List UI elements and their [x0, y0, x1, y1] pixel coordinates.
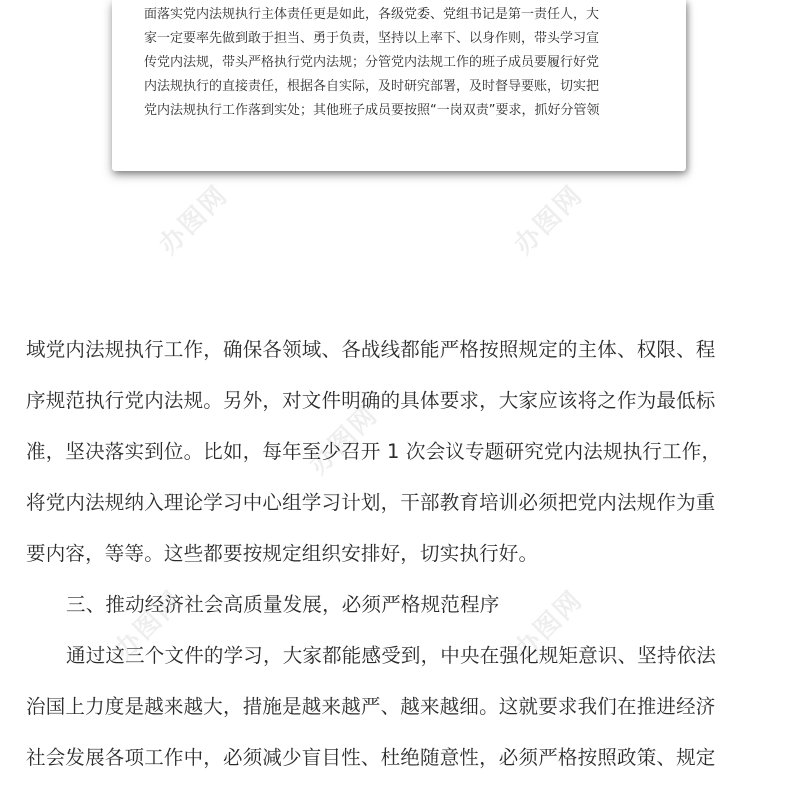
card-line: 传党内法规，带头严格执行党内法规；分管党内法规工作的班子成员要履行好党	[144, 55, 600, 70]
watermark: 办图网	[508, 179, 590, 261]
page-preview-card	[112, 0, 686, 171]
watermark: 办图网	[303, 399, 385, 481]
card-line: 面落实党内法规执行主体责任更是如此，各级党委、党组书记是第一责任人，大	[144, 7, 600, 22]
watermark: 办图网	[508, 584, 590, 666]
text-line: 社会发展各项工作中，必须减少盲目性、杜绝随意性，必须严格按照政策、规定	[26, 746, 716, 769]
watermark: 办图网	[108, 584, 190, 666]
text-line: 域党内法规执行工作，确保各领域、各战线都能严格按照规定的主体、权限、程	[26, 338, 716, 361]
text-line: 准，坚决落实到位。比如，每年至少召开 1 次会议专题研究党内法规执行工作，	[26, 440, 722, 463]
text-line: 通过这三个文件的学习，大家都能感受到，中央在强化规矩意识、坚持依法	[66, 644, 717, 667]
section-heading: 三、推动经济社会高质量发展，必须严格规范程序	[66, 593, 500, 616]
document-body	[26, 324, 778, 783]
text-line: 治国上力度是越来越大，措施是越来越严、越来越细。这就要求我们在推进经济	[26, 695, 716, 718]
text-line: 序规范执行党内法规。另外，对文件明确的具体要求，大家应该将之作为最低标	[26, 389, 716, 412]
card-text	[144, 3, 654, 123]
text-line: 要内容，等等。这些都要按规定组织安排好，切实执行好。	[26, 542, 539, 565]
watermark: 办图网	[153, 179, 235, 261]
text-line: 将党内法规纳入理论学习中心组学习计划，干部教育培训必须把党内法规作为重	[26, 491, 716, 514]
card-line: 内法规执行的直接责任，根据各自实际，及时研究部署，及时督导要账，切实把	[144, 79, 600, 94]
card-line: 党内法规执行工作落到实处；其他班子成员要按照“一岗双责”要求，抓好分管领	[144, 103, 600, 118]
card-line: 家一定要率先做到敢于担当、勇于负责，坚持以上率下、以身作则，带头学习宣	[144, 31, 600, 46]
